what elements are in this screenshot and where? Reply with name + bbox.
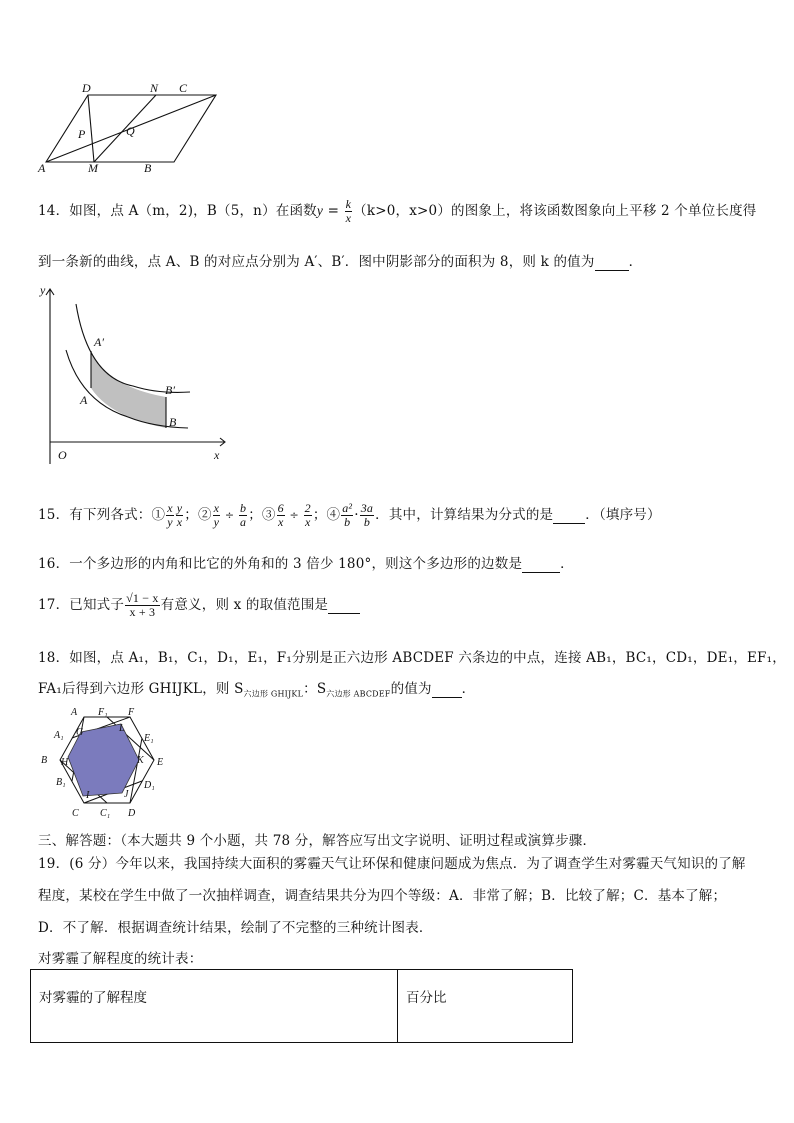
hex-label-E1: E₁ [144,733,154,744]
table-row [31,970,573,1043]
q18-sub2: 六边形 ABCDEF [326,689,391,699]
q19-table-title [38,947,202,967]
q16-end: ． [560,556,574,572]
q14-line2 [38,250,642,271]
axis-x-label: x [214,448,220,462]
origin-label: O [58,448,67,462]
hex-label-A: A [71,707,78,718]
q15-e4-d1: b [344,515,351,529]
hex-label-G: G [76,727,84,738]
q14-func-eq: = [323,203,344,219]
q17-answer-blank [328,597,360,614]
q15-e3-d1: x [277,515,284,529]
q15-e1-n1: x [167,501,173,515]
q14-line1 [38,198,757,225]
q15-e4-frac2 [360,502,374,529]
hex-label-D: D [128,808,136,819]
q15-sep1: ；② [184,507,212,523]
q15-e1-d1: y [167,515,173,529]
q19-line3-text: D．不了解．根据调查统计结果，绘制了不完整的三种统计图表． [38,920,433,936]
hex-label-K: K [137,755,144,766]
hex-label-F: F [128,707,135,718]
q15-sep3: ；④ [312,507,341,523]
q15-e3-frac1 [277,502,285,529]
q14-line2-end: ． [628,254,643,270]
q14-func-fraction [345,198,353,225]
q15-e4-op: · [354,507,359,523]
q17-fraction [125,592,160,619]
q14-func-y: y [316,203,324,218]
q15-e2-frac1 [213,502,221,529]
q15-e3-d2: x [304,515,311,529]
label-B-prime: B′ [165,383,175,397]
hex-label-B1: B₁ [56,777,66,788]
hex-label-J: J [124,789,129,800]
q15-post: ．其中，计算结果为分式的是 [375,507,554,523]
hex-label-H: H [61,757,69,768]
label-A-prime: A′ [94,335,104,349]
q15-e2-d2: a [240,515,247,529]
q15-e2-d1: y [213,515,220,529]
q18-line2 [38,677,475,700]
q14-line2-text: 到一条新的曲线，点 A、B 的对应点分别为 A′、B′．图中阴影部分的面积为 8，则 k 的值为 [38,254,595,270]
q15-e2-op: ÷ [221,509,238,522]
hex-label-A1: A₁ [54,730,64,741]
q19-table-title-text: 对雾霾了解程度的统计表： [38,951,203,967]
q14-line1-pre: 14．如图，点 A（m，2)，B（5，n）在函数 [38,203,317,219]
q19-line2 [38,884,726,904]
label-D: D [82,81,91,95]
q15-e1-n2: y [176,501,183,515]
q19-line3 [38,916,433,936]
q15-e2-n2: b [240,501,247,515]
q15-end: ．（填序号） [585,507,661,523]
hexagon-figure [38,705,168,821]
label-N: N [150,81,159,95]
table-header-percent: 百分比 [398,970,573,1043]
hex-label-D1: D₁ [144,780,155,791]
q19-line1 [38,852,746,872]
q17-line [38,592,360,619]
q15-answer-blank [553,507,585,524]
label-M: M [88,161,98,175]
q15-e1-d2: x [176,515,183,529]
q15-e4-n1: a² [342,501,353,515]
q15-e3-frac2 [304,502,312,529]
q15-e4-d2: b [363,515,371,529]
q14-func-num: k [345,197,352,211]
q16-line [38,552,574,573]
q15-e3-n1: 6 [277,501,284,515]
label-A: A [38,161,46,175]
section-3-text: 三、解答题：（本大题共 9 个小题，共 78 分，解答应写出文字说明、证明过程或演算步骤． [38,833,597,849]
q18-answer-blank [432,681,462,698]
q15-e4-frac1 [341,502,353,529]
q17-post: 有意义，则 x 的取值范围是 [160,597,329,613]
q16-answer-blank [522,556,560,573]
q18-colon: ：S [303,681,327,697]
haze-stat-table [30,969,573,1043]
label-B: B [169,415,177,429]
hex-label-B: B [41,755,48,766]
q19-line2-text: 程度，某校在学生中做了一次抽样调查，调查结果共分为四个等级：A．非常了解；B．比较了解；C．基本了解； [38,888,727,904]
hex-label-E: E [157,757,164,768]
q14-answer-blank [595,254,629,271]
label-C: C [179,81,188,95]
q15-e2-frac2 [239,502,247,529]
q18-line1 [38,646,786,666]
hex-label-I: I [86,790,90,801]
hex-label-F1: F₁ [98,707,108,718]
q18-line1-text: 18．如图，点 A₁，B₁，C₁，D₁，E₁，F₁分别是正六边形 ABCDEF 六条边的中点，连接 AB₁，BC₁，CD₁，DE₁，EF₁， [38,650,786,666]
label-P: P [78,127,86,141]
q16-text: 16．一个多边形的内角和比它的外角和的 3 倍少 180°，则这个多边形的边数是 [38,556,523,572]
label-A: A [80,393,88,407]
q15-e3-op: ÷ [285,509,303,522]
hex-label-C: C [72,808,79,819]
q14-line1-post: （k>0，x>0）的图象上，将该函数图象向上平移 2 个单位长度得 [353,203,757,219]
q17-den: x + 3 [129,605,156,619]
q15-pre: 15．有下列各式：① [38,507,166,523]
axis-y-label: y [40,283,46,297]
q18-line2-post: 的值为 [390,681,432,697]
q19-line1-text: 19．(6 分）今年以来，我国持续大面积的雾霾天气让环保和健康问题成为焦点．为了调查学生对雾霾天气知识的了解 [38,856,746,872]
q15-e1-frac2 [176,502,184,529]
q15-line [38,502,661,529]
function-graph-figure [38,282,238,467]
q17-pre: 17．已知式子 [38,597,125,613]
section-3-heading [38,829,596,849]
q15-e2-n1: x [213,501,220,515]
q15-e1-frac1 [166,502,174,529]
q14-func-den: x [345,211,352,225]
q15-e3-n2: 2 [304,501,311,515]
label-B: B [144,161,152,175]
q18-end: ． [461,681,476,697]
q18-sub1: 六边形 GHIJKL [243,689,304,699]
q15-sep2: ；③ [248,507,276,523]
label-Q: Q [126,124,135,138]
parallelogram-figure [36,80,226,176]
hex-label-L: L [119,723,125,734]
table-header-level: 对雾霾的了解程度 [31,970,398,1043]
q17-num: √1 − x [126,591,159,605]
q15-e4-n2: 3a [360,501,374,515]
hex-label-C1: C₁ [100,808,111,819]
q18-line2-pre: FA₁后得到六边形 GHIJKL，则 S [38,681,244,697]
